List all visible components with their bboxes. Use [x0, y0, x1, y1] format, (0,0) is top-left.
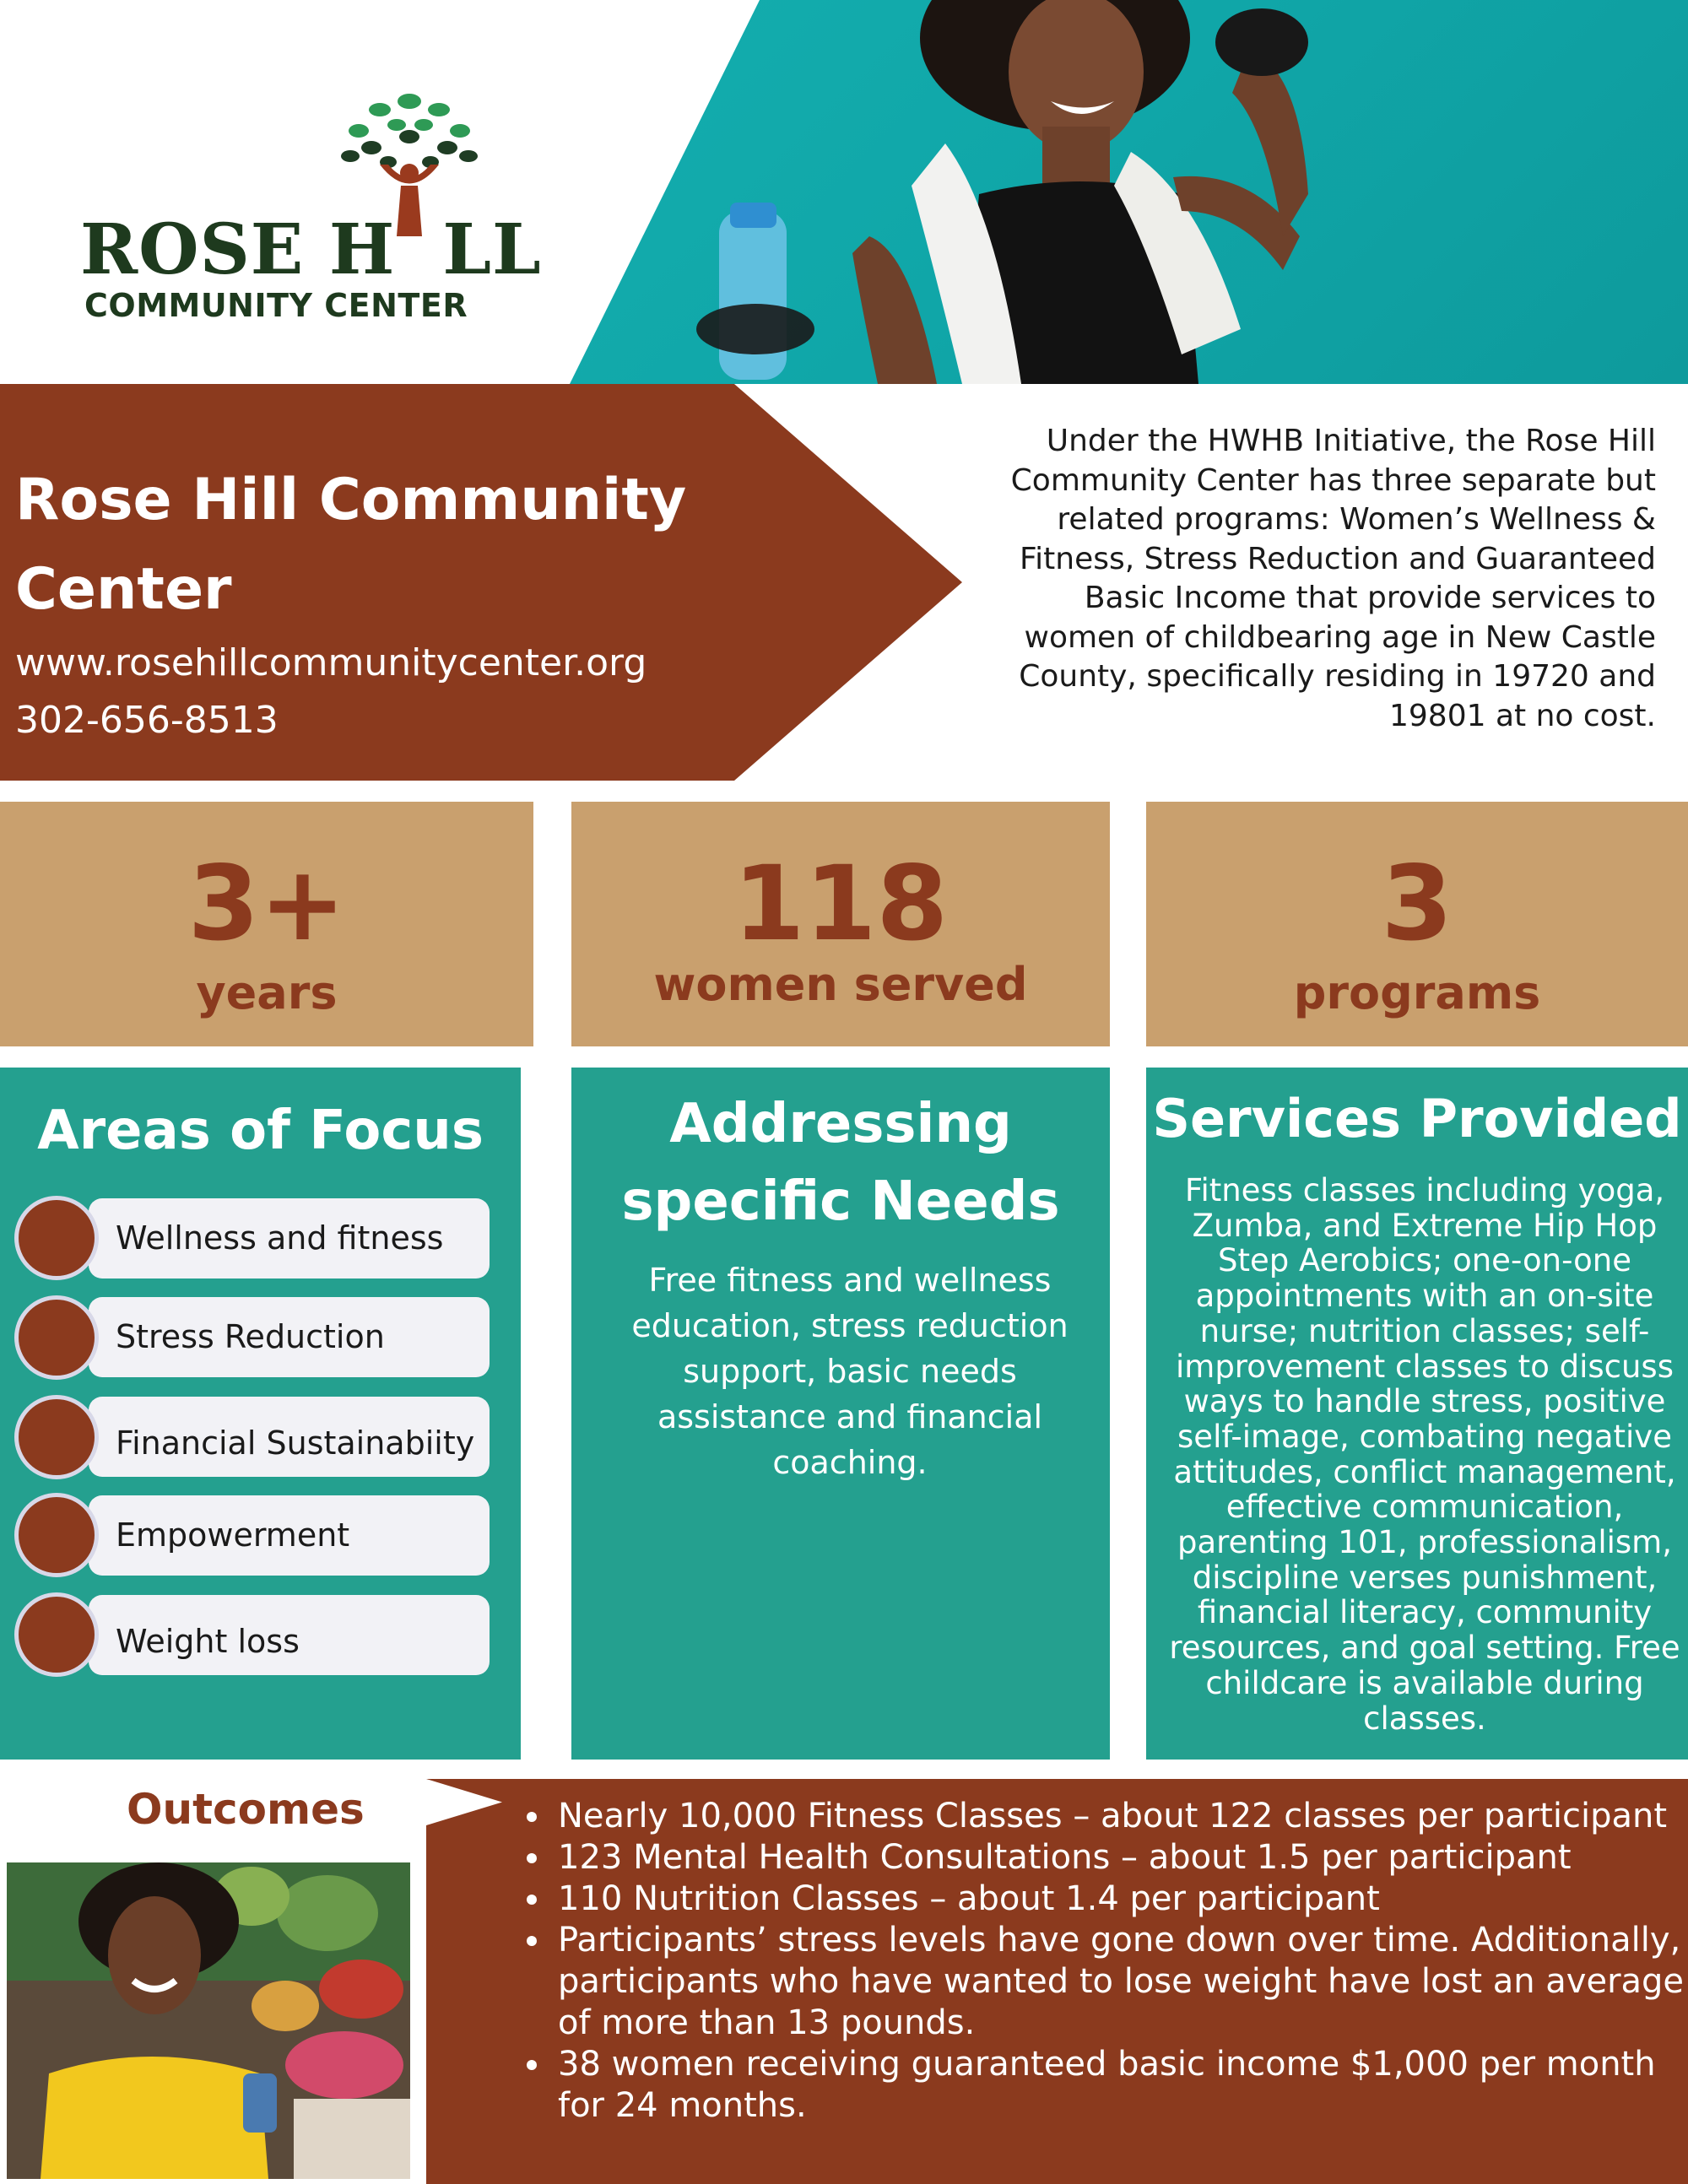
- intro-paragraph: Under the HWHB Initiative, the Rose Hill Community Center has three separate but related programs: Women’s Wellness & Fitness, Stress Reduction and Guaranteed Basic Income that provide services to women of childbearing age in New Castle County, specifically residing in 19720 and 19801 at no cost.: [1010, 424, 1656, 733]
- needs-heading-line1: Addressing: [669, 1093, 1012, 1155]
- bullet-circle-icon: [14, 1295, 99, 1380]
- stat-programs: [1146, 802, 1688, 1046]
- services-heading: Services Provided: [1152, 1088, 1682, 1149]
- bullet-circle-icon: [14, 1592, 99, 1677]
- website-link[interactable]: www.rosehillcommunitycenter.org: [15, 641, 647, 684]
- focus-item: [89, 1595, 490, 1675]
- addressing-needs-panel: [571, 1068, 1110, 1760]
- needs-text: Free fitness and wellness education, stress reduction support, basic needs assistance and financial coaching.: [631, 1262, 1069, 1481]
- hero-woman-image: [658, 0, 1317, 384]
- needs-heading-line2: specific Needs: [621, 1170, 1060, 1233]
- focus-item-label: Wellness and fitness: [116, 1219, 444, 1257]
- logo-name-part2: LL: [442, 209, 542, 290]
- outcomes-list: [511, 1796, 1688, 2127]
- page-title: Rose Hill Community Center: [15, 467, 687, 623]
- focus-item: [89, 1397, 490, 1477]
- areas-of-focus-panel: [0, 1068, 521, 1760]
- stat-value: 3+: [187, 844, 346, 964]
- stat-label: programs: [1293, 966, 1541, 1019]
- rose-hill-logo: [76, 84, 565, 338]
- focus-item-label: Stress Reduction: [116, 1318, 385, 1355]
- logo-name-part1: ROSE H: [80, 209, 396, 290]
- services-panel: [1146, 1068, 1688, 1760]
- bullet-circle-icon: [14, 1196, 99, 1280]
- bullet-circle-icon: [14, 1493, 99, 1577]
- outcomes-heading: Outcomes: [127, 1785, 365, 1834]
- logo-subtitle: COMMUNITY CENTER: [84, 287, 468, 324]
- stat-years: [0, 802, 533, 1046]
- outcome-item: • 110 Nutrition Classes – about 1.4 per participant: [553, 1879, 1688, 1920]
- market-woman-photo: [7, 1862, 410, 2179]
- focus-item-label: Empowerment: [116, 1516, 350, 1554]
- outcome-item: • 123 Mental Health Consultations – about 1.5 per participant: [553, 1837, 1688, 1879]
- outcome-item: • Participants’ stress levels have gone down over time. Additionally, participants who have wanted to lose weight have lost an average of more than 13 pounds.: [553, 1920, 1688, 2044]
- focus-item: [89, 1297, 490, 1377]
- logo-wordmark: [80, 209, 542, 290]
- stat-value: 3: [1381, 844, 1453, 964]
- focus-item: [89, 1198, 490, 1279]
- focus-heading: Areas of Focus: [37, 1100, 484, 1162]
- focus-item-label: Weight loss: [116, 1623, 300, 1660]
- phone-number[interactable]: 302-656-8513: [15, 699, 279, 742]
- outcome-item: • Nearly 10,000 Fitness Classes – about 122 classes per participant: [553, 1796, 1688, 1837]
- stat-label: years: [196, 966, 338, 1019]
- stat-label: women served: [653, 958, 1028, 1011]
- stat-women-served: [571, 802, 1110, 1046]
- bullet-circle-icon: [14, 1395, 99, 1479]
- focus-item-label: Financial Sustainabiity: [116, 1424, 475, 1462]
- outcome-item: • 38 women receiving guaranteed basic income $1,000 per month for 24 months.: [553, 2044, 1688, 2127]
- focus-item: [89, 1495, 490, 1576]
- stat-value: 118: [733, 844, 949, 964]
- services-text: Fitness classes including yoga, Zumba, and Extreme Hip Hop Step Aerobics; one-on-one appointments with an on-site nurse; nutrition classes; self-improvement classes to discuss ways to handle stress, positive self-image, combating negative attitudes, conflict management, effective communication, parenting 101, professionalism, discipline verses punishment, financial literacy, community resources, and goal setting. Free childcare is available during classes.: [1169, 1172, 1680, 1737]
